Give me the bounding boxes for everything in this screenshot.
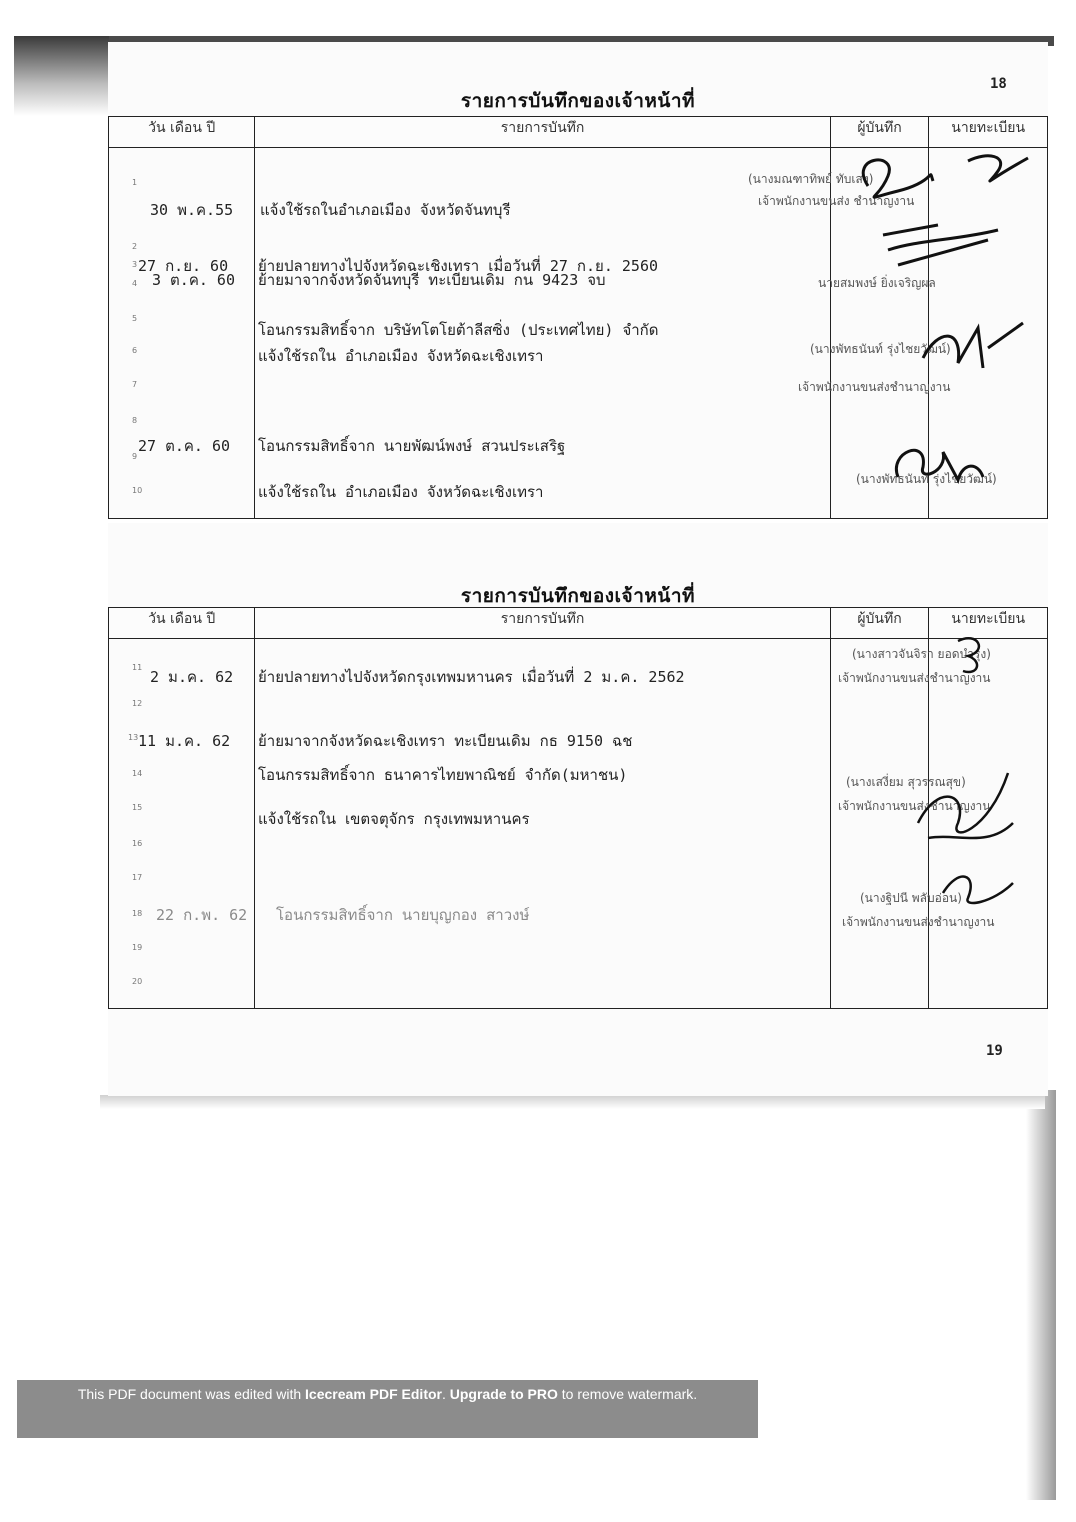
scan-shadow xyxy=(100,1095,1045,1109)
line-number: 1 xyxy=(132,178,138,187)
line-number: 8 xyxy=(132,416,138,425)
ledger-title: รายการบันทึกของเจ้าหน้าที่ xyxy=(460,585,696,607)
entry-text: โอนกรรมสิทธิ์จาก นายพัฒน์พงษ์ สวนประเสริฐ xyxy=(258,437,566,455)
entry-text: โอนกรรมสิทธิ์จาก ธนาคารไทยพาณิชย์ จำกัด(มหาชน) xyxy=(258,766,628,784)
scan-edge-right xyxy=(1026,1090,1056,1500)
ledger-title: รายการบันทึกของเจ้าหน้าที่ xyxy=(460,90,696,112)
signature-scribble xyxy=(938,863,1018,913)
watermark-upgrade-link[interactable]: Upgrade to PRO xyxy=(449,1386,558,1402)
officer-title: เจ้าพนักงานขนส่งชำนาญงาน xyxy=(842,915,995,929)
entry-date: 11 ม.ค. 62 xyxy=(138,732,231,750)
line-number: 12 xyxy=(132,699,143,708)
header-entry: รายการบันทึก xyxy=(255,608,830,639)
watermark-banner xyxy=(17,1380,758,1438)
entry-date: 27 ต.ค. 60 xyxy=(138,437,231,455)
entry-date: 3 ต.ค. 60 xyxy=(152,271,235,289)
officer-title: เจ้าพนักงานขนส่งชำนาญงาน xyxy=(838,671,991,685)
signature-scribble xyxy=(908,763,1018,853)
entry-date: 2 ม.ค. 62 xyxy=(150,668,234,686)
officer-name: นายสมพงษ์ ยิ่งเจริญผล xyxy=(818,276,936,290)
signature-scribble xyxy=(918,318,1028,378)
line-number: 16 xyxy=(132,839,143,848)
line-number: 5 xyxy=(132,314,138,323)
line-number: 10 xyxy=(132,486,143,495)
entry-text: ย้ายมาจากจังหวัดจันทบุรี ทะเบียนเดิม กน 9423 จบ xyxy=(258,271,606,289)
page-number: 18 xyxy=(990,76,1007,92)
line-number: 15 xyxy=(132,803,143,812)
line-number: 19 xyxy=(132,943,143,952)
line-number: 3 xyxy=(132,260,138,269)
line-number: 14 xyxy=(132,769,143,778)
line-number: 17 xyxy=(132,873,143,882)
line-number: 13 xyxy=(128,733,139,742)
entry-text: แจ้งใช้รถในอำเภอเมือง จังหวัดจันทบุรี xyxy=(260,201,511,219)
signature-scribble xyxy=(878,220,1008,270)
entry-text: แจ้งใช้รถใน เขตจตุจักร กรุงเทพมหานคร xyxy=(258,810,530,828)
line-number: 20 xyxy=(132,977,143,986)
officer-name: (นางฐิปนี พลับอ่อน) xyxy=(860,891,962,905)
signature-scribble xyxy=(838,146,1038,206)
line-number: 2 xyxy=(132,242,138,251)
page-number: 19 xyxy=(986,1043,1003,1059)
officer-name: (นางสาวจันจิรา ยอดบำรุง) xyxy=(852,647,991,661)
entry-text: แจ้งใช้รถใน อำเภอเมือง จังหวัดฉะเชิงเทรา xyxy=(258,347,544,365)
line-number: 9 xyxy=(132,452,138,461)
entry-text: ย้ายมาจากจังหวัดฉะเชิงเทรา ทะเบียนเดิม กธ 9150 ฉช xyxy=(258,732,633,750)
watermark-brand: Icecream PDF Editor xyxy=(305,1386,442,1402)
line-number: 6 xyxy=(132,346,138,355)
officer-name: (นางมณฑาทิพย์ ทับเสง) xyxy=(748,172,874,186)
entry-text: แจ้งใช้รถใน อำเภอเมือง จังหวัดฉะเชิงเทรา xyxy=(258,483,544,501)
officer-name: (นางพัทธนันท์ รุ่งไชยวัฒน์) xyxy=(810,342,951,356)
officer-name: (นางพัทธนันท์ รุ่งไชยวัฒน์) xyxy=(856,472,997,486)
watermark-text: This PDF document was edited with Icecream PDF Editor. Upgrade to PRO to remove watermark. xyxy=(77,1386,698,1402)
header-entry: รายการบันทึก xyxy=(255,117,830,148)
entry-text: ย้ายปลายทางไปจังหวัดกรุงเทพมหานคร เมื่อวันที่ 2 ม.ค. 2562 xyxy=(258,668,685,686)
officer-title: เจ้าพนักงานขนส่งชำนาญงาน xyxy=(838,799,991,813)
officer-title: เจ้าพนักงานขนส่งชำนาญงาน xyxy=(798,380,951,394)
header-date: วัน เดือน ปี xyxy=(109,608,255,639)
entry-text: โอนกรรมสิทธิ์จาก บริษัทโตโยต้าลีสซิ่ง (ประเทศไทย) จำกัด xyxy=(258,321,659,339)
header-registrar: นายทะเบียน xyxy=(929,608,1048,639)
line-number: 4 xyxy=(132,279,138,288)
signature-scribble xyxy=(948,631,998,681)
header-recorder: ผู้บันทึก xyxy=(830,608,929,639)
line-number: 7 xyxy=(132,380,138,389)
entry-text: ย้ายปลายทางไปจังหวัดฉะเชิงเทรา เมื่อวันที่ 27 ก.ย. 2560 xyxy=(258,257,659,275)
officer-title: เจ้าพนักงานขนส่ง ชำนาญงาน xyxy=(758,194,915,208)
ledger-page-19 xyxy=(108,523,1048,1096)
ledger-page-18 xyxy=(108,42,1048,518)
entry-date: 27 ก.ย. 60 xyxy=(138,257,229,275)
line-number: 11 xyxy=(132,663,143,672)
header-registrar: นายทะเบียน xyxy=(929,117,1048,148)
line-number: 18 xyxy=(132,909,143,918)
officer-name: (นางเสงี่ยม สุวรรณสุข) xyxy=(846,775,966,789)
entry-date: 22 ก.พ. 62 xyxy=(156,906,248,924)
signature-scribble xyxy=(888,432,988,492)
scan-edge-left xyxy=(14,36,109,116)
header-date: วัน เดือน ปี xyxy=(109,117,255,148)
entry-date: 30 พ.ค.55 xyxy=(150,201,234,219)
header-recorder: ผู้บันทึก xyxy=(830,117,929,148)
entry-text: โอนกรรมสิทธิ์จาก นายบุญกอง สาวงษ์ xyxy=(276,906,530,924)
